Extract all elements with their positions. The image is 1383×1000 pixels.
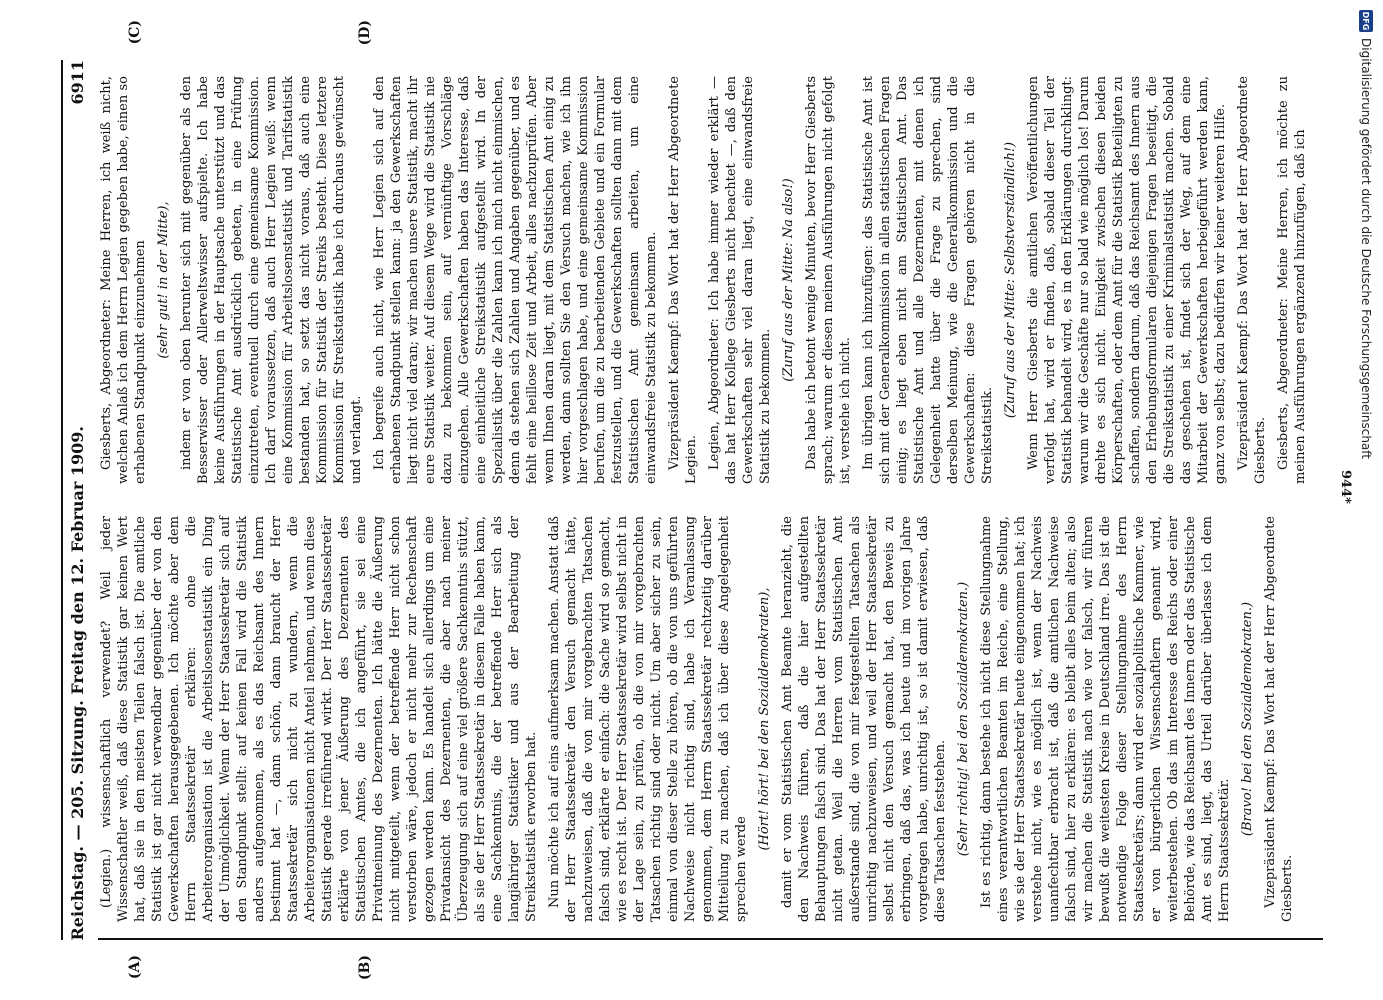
paragraph: Legien, Abgeordneter: Ich habe immer wieder erklärt — das hat Herr Kollege Giesberts nicht beachtet —, daß den Gewerkschaften sehr viel daran liegt, eine einwandsfreie Statistik zu bekommen. xyxy=(707,76,773,484)
interjection: (Zuruf aus der Mitte: Selbstverständlich!) xyxy=(1003,141,1018,419)
paragraph: Giesberts, Abgeordneter: Meine Herren, ich weiß nicht, welchen Anlaß ich dem Herrn Legien gegeben habe, einen so erhabenen Standpunkt einzunehmen xyxy=(99,76,148,484)
paragraph: Ist es richtig, dann bestehe ich nicht diese Stellungnahme eines verantwortlichen Beamten im Reiche, eine Stellung, wie sie der Herr Staatssekretär heute eingenommen hat; ich verstehe nicht, wie es möglich ist, wenn der Nachweis unanfechtbar erbracht ist, daß die amtlichen Nachweise falsch sind, hier zu erklären: es bleibt alles beim alten; also wir machen die Statistik nach wie vor falsch, wir führen bewußt die weitesten Kreise in Deutschland irre. Das ist die notwendige Folge dieser Stellungnahme des Herrn Staatssekretärs; dann wird der sozialpolitische Kammer, wie er von bürgerlichen Wissenschaftlern genannt wird, weiterbestehen. Ob das im Interesse des Reichs oder einer Behörde, wie das Reichsamt des Innern oder das Statistische Amt es sind, liegt, das Urteil darüber überlasse ich dem Herrn Staatssekretär. xyxy=(979,516,1232,922)
page-number: 944* xyxy=(1338,470,1353,504)
margin-mark-d: (D) xyxy=(357,20,373,46)
page-header xyxy=(61,60,93,940)
paragraph: Im übrigen kann ich hinzufügen: das Statistische Amt ist sich mit der Generalkommission in allen statistischen Fragen einig; es liegt eben nicht am Statistischen Amt. Das Statistische Amt und alle Dezernenten, mit denen ich Gelegenheit hatte über die Frage zu sprechen, sind derselben Meinung, wie die Generalkommission und die Gewerkschaften: diese Fragen gehören nicht in die Streikstatistik. xyxy=(861,76,995,484)
left-column xyxy=(98,500,1323,940)
paragraph: Nun möchte ich auf eins aufmerksam machen. Anstatt daß der Herr Staatssekretär den Versuch gemacht hätte, nachzuweisen, daß die von mir vorgebrachten Tatsachen falsch sind, erklärte er einfach: die Sache wird so gemacht, wie es recht ist. Der Herr Staatssekretär wird selbst nicht in der Lage sein, zu prüfen, ob die von mir vorgebrachten Tatsachen richtig sind oder nicht. Um aber sicher zu sein, einmal von dieser Stelle zu hören, ob die von uns geführten Nachweise nicht richtig sind, habe ich Veranlassung genommen, dem Herrn Staatssekretär rechtzeitig darüber Mitteilung zu machen, daß ich über diese Angelegenheit sprechen werde xyxy=(547,516,749,922)
paragraph: Das habe ich betont wenige Minuten, bevor Herr Giesberts sprach; warum er diesen meinen Ausführungen nicht gefolgt ist, verstehe ich nicht. xyxy=(804,76,853,484)
paragraph: Wenn Herr Giesberts die amtlichen Veröffentlichungen verfolgt hat, wird er finden, daß, sobald dieser Teil der Statistik behandelt wird, es in den Erklärungen durchklingt: warum wir die Geschäfte nur so bald wie möglich los! Darum drehte es sich nicht. Einigkeit zwischen diesen beiden Körperschaften, oder dem Amt für die Statistik Beteiligten zu schaffen, sondern darum, daß das Reichsamt des Innern aus den Erhebungsformularen diejenigen Fragen beseitigt, die die Streikstatistik zu einer Kriminalstatistik machen. Sobald das geschehen ist, findet sich der Weg, auf dem eine Mitarbeit der Gewerkschaften herbeigeführt werden kann, ganz von selbst; dazu bedürfen wir keiner weiteren Hilfe. xyxy=(1026,76,1228,484)
right-column xyxy=(98,60,1323,500)
interjection: (Hört! hört! bei den Sozialdemokraten), xyxy=(757,587,772,851)
interjection: (sehr gut! in der Mitte), xyxy=(156,201,171,359)
interjection: (Zuruf aus der Mitte: Na also!) xyxy=(781,178,796,382)
page-number-right: 6911 xyxy=(68,60,88,105)
margin-mark-b: (B) xyxy=(357,955,373,981)
footer-text: Digitalisierung gefördert durch die Deutsche Forschungsgemeinschaft xyxy=(1359,38,1373,460)
paragraph: (Legien.) wissenschaftlich verwendet? Weil jeder Wissenschaftler weiß, daß diese Statistik gar keinen Wert hat, daß sie in den meisten Teilen falsch ist. Die amtliche Statistik ist gar nicht verwendbar gegenüber der von den Gewerkschaften herausgegebenen. Ich möchte aber dem Herrn Staatssekretär erklären: ohne die Arbeiterorganisation ist die Arbeitslosenstatistik ein Ding der Unmöglichkeit. Wenn der Herr Staatssekretär sich auf den Standpunkt stellt: auf keinen Fall wird die Statistik anders aufgenommen, als es das Reichsamt des Innern bestimmt hat —, dann schön, dann braucht der Herr Staatssekretär sich nicht zu wundern, wenn die Arbeiterorganisationen nicht Anteil nehmen, und wenn diese Statistik gerade irreführend wirkt. Der Herr Staatssekretär erklärte von jener Äußerung des Dezernenten des Statistischen Amtes, die ich angeführt, sie sei eine Privatmeinung des Dezernenten. Ich hätte die Äußerung nicht mitgeteilt, wenn der betreffende Herr nicht schon verstorben wäre, jedoch er nicht mehr zur Rechenschaft gezogen werden kann. Es handelt sich allerdings um eine Privatansicht des Dezernenten, die aber nach meiner Überzeugung sich auf eine viel größere Sachkenntnis stützt, als sie der Herr Staatssekretär in diesem Falle haben kann, eine Sachkenntnis, die der betreffende Herr sich als langjähriger Statistiker und aus der Bearbeitung der Streikstatistik erworben hat. xyxy=(99,516,539,922)
text-columns xyxy=(98,60,1323,940)
paragraph: Giesberts, Abgeordneter: Meine Herren, ich möchte zu meinen Ausführungen ergänzend hinzufügen, daß ich xyxy=(1276,76,1308,484)
interjection: (Bravo! bei den Sozialdemokraten.) xyxy=(1240,601,1255,837)
margin-mark-c: (C) xyxy=(127,20,143,45)
paragraph: damit er vom Statistischen Amt Beamte heranzieht, die den Nachweis führen, daß die hier aufgestellten Behauptungen falsch sind. Das hat der Herr Staatssekretär nicht getan. Weil die Herren vom Statistischen Amt außerstande sind, die von mir festgestellten Tatsachen als unrichtig nachzuweisen, und weil der Herr Staatssekretär selbst nicht den Versuch gemacht hat, den Beweis zu erbringen, daß das, was ich heute und im vorigen Jahre vorgetragen habe, unrichtig ist, so ist damit erwiesen, daß diese Tatsachen feststehen. xyxy=(780,516,948,922)
paragraph: Vizepräsident Kaempf: Das Wort hat der Herr Abgeordnete Giesberts. xyxy=(1263,516,1295,922)
paragraph: Ich begreife auch nicht, wie Herr Legien sich auf den erhabenen Standpunkt stellen kann: ja den Gewerkschaften liegt nicht viel daran; wir machen unsere Statistik, macht ihr eure Statistik weiter. Auf diesem Wege wird die Statistik nie dazu zu bekommen sein, auf vernünftige Vorschläge einzugehen. Alle Gewerkschaften haben das Interesse, daß eine einheitliche Streikstatistik aufgestellt wird. In der Spezialistik über die Zahlen kann ich mich nicht einmischen, denn da stehen sich Zahlen und Angaben gegenüber, und es fehlt eine heillose Zeit und Arbeit, alles nachzuprüfen. Aber wenn Ihnen daran liegt, mit dem Statistischen Amt einig zu werden, dann sollten Sie den Versuch machen, wie ich ihn hier vorgeschlagen habe, und eine gemeinsame Kommission berufen, um die zu bearbeitenden Gebiete und ein Formular festzustellen, und die Gewerkschaften sollten dann mit dem Statistischen Amt gemeinsam arbeiten, um eine einwandsfreie Statistik zu bekommen. xyxy=(372,76,659,484)
paragraph: Vizepräsident Kaempf: Das Wort hat der Herr Abgeordnete Legien. xyxy=(667,76,699,484)
digitization-footer xyxy=(1355,10,1377,990)
paragraph: Vizepräsident Kaempf: Das Wort hat der Herr Abgeordnete Giesberts. xyxy=(1236,76,1268,484)
margin-mark-a: (A) xyxy=(127,955,143,980)
session-title: Reichstag. — 205. Sitzung. Freitag den 12. Februar 1909. xyxy=(68,425,88,940)
dfg-logo: DFG xyxy=(1359,10,1373,32)
interjection: (Sehr richtig! bei den Sozialdemokraten.) xyxy=(956,581,971,857)
paragraph: indem er von oben herunter sich mit gegenüber als den Besserwisser oder Allerweltswisser aufspielte. Ich habe keine Ausführungen in der Hauptsache unterstützt und das Statistische Amt ausdrücklich gebeten, in eine Prüfung einzutreten, eventuell durch eine gemeinsame Kommission. Ich darf voraussetzen, daß auch Herr Legien weiß: wenn eine Kommission für Arbeitslosenstatistik und Tarifstatistik bestanden hat, so setzt das nicht voraus, daß auch eine Kommission für Statistik der Streiks besteht. Diese letztere Kommission für Streikstatistik habe ich durchaus gewünscht und verlangt. xyxy=(179,76,364,484)
